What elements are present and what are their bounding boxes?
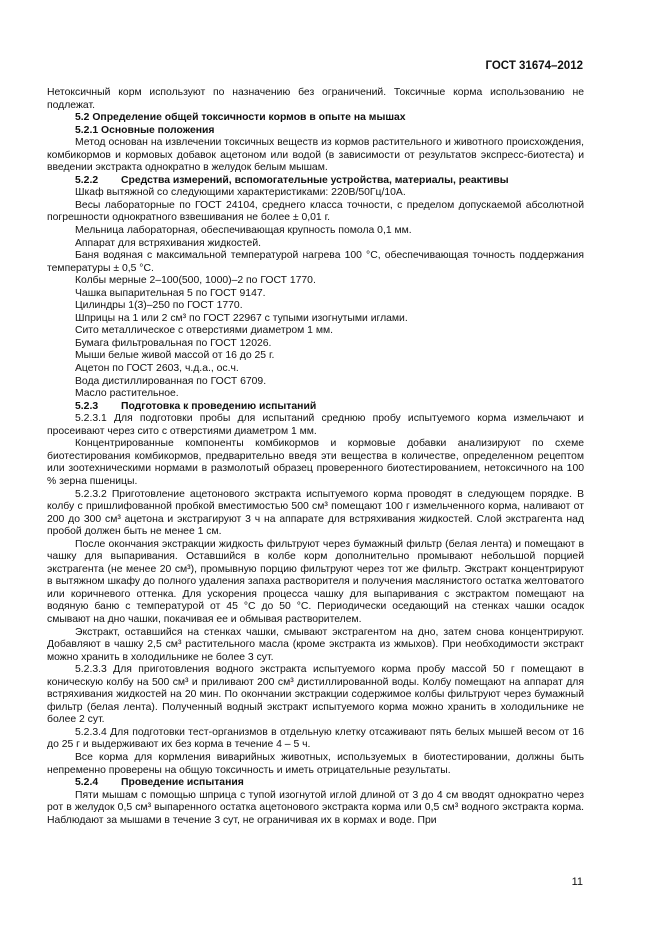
paragraph: Шкаф вытяжной со следующими характеристиками: 220В/50Гц/10А. <box>75 187 406 199</box>
paragraph: Сито металлическое с отверстиями диаметром 1 мм. <box>75 325 334 337</box>
paragraph: Весы лабораторные по ГОСТ 24104, среднего класса точности, с пределом допускаемой абсолютной погрешности однократного взвешивания не более ± 0,01 г. <box>47 199 584 224</box>
section-number: 5.2.2 <box>75 174 99 186</box>
paragraph: Мельница лабораторная, обеспечивающая крупность помола 0,1 мм. <box>75 225 412 237</box>
paragraph: Вода дистиллированная по ГОСТ 6709. <box>75 375 267 387</box>
section-number: 5.2.3 <box>75 400 99 412</box>
section-title: Проведение испытания <box>121 777 244 789</box>
paragraph: Ацетон по ГОСТ 2603, ч.д.а., ос.ч. <box>75 363 239 375</box>
paragraph: Чашка выпарительная 5 по ГОСТ 9147. <box>75 287 266 299</box>
section-title: Средства измерений, вспомогательные устройства, материалы, реактивы <box>121 174 509 186</box>
paragraph: Цилиндры 1(3)–250 по ГОСТ 1770. <box>75 300 243 312</box>
paragraph: 5.2.3.4 Для подготовки тест-организмов в отдельную клетку отсаживают пять белых мышей весом от 16 до 25 г и выдерживают их без корма в течение 4 – 5 ч. <box>47 726 584 751</box>
section-number: 5.2.4 <box>75 777 99 789</box>
paragraph: Метод основан на извлечении токсичных веществ из кормов растительного и животного происхождения, комбикормов и кормовых добавок ацетоном или водой (в зависимости от результатов экспресс-биотеста) и введении экстракта однократно в желудок белым мышам. <box>47 137 584 174</box>
paragraph: Нетоксичный корм используют по назначению без ограничений. Токсичные корма использованию не подлежат. <box>47 87 584 111</box>
paragraph: 5.2.3.3 Для приготовления водного экстракта испытуемого корма пробу массой 50 г помещают в коническую колбу на 500 см³ и приливают 200 см³ дистиллированной воды. Колбу помещают на аппарат для встряхивания жидкостей на 20 мин. По окончании экстракции содержимое колбы фильтруют через бумажный фильтр (белая лента). Полученный водный экстракт испытуемого корма можно хранить в холодильнике не более 2 сут. <box>47 664 584 726</box>
paragraph: Баня водяная с максимальной температурой нагрева 100 °С, обеспечивающая точность поддержания температуры ± 0,5 °С. <box>47 250 584 274</box>
numbered-heading <box>47 175 584 188</box>
document-header: ГОСТ 31674–2012 <box>485 60 583 72</box>
document-body <box>47 87 584 827</box>
paragraph: Шприцы на 1 или 2 см³ по ГОСТ 22967 с тупыми изогнутыми иглами. <box>75 312 408 324</box>
paragraph: Масло растительное. <box>75 388 179 400</box>
paragraph: Пяти мышам с помощью шприца с тупой изогнутой иглой длиной от 3 до 4 см вводят однократно через рот в желудок 0,5 см³ выпаренного остатка ацетонового экстракта корма или 0,5 см³ водного экстракта корма. Наблюдают за мышами в течение 3 сут, не ограничивая их в кормах и воде. При <box>47 789 584 826</box>
section-heading: 5.2.1 Основные положения <box>75 124 215 136</box>
paragraph: После окончания экстракции жидкость фильтруют через бумажный фильтр (белая лента) и помещают в чашку для выпаривания. Оставшийся в колбе корм дополнительно промывают небольшой порцией экстрагента (не менее 20 см³), промывную порцию фильтруют через тот же фильтр. Экстракт концентрируют в вытяжном шкафу до полного удаления запаха растворителя и получения маслянистого остатка желтоватого или коричневого оттенка. Для ускорения процесса чашку для выпаривания с экстрактом помещают на водяную баню с температурой от 45 °С до 50 °С. Периодически оседающий на стенках чашки осадок смывают на дно чашки, покачивая ее и обмывая растворителем. <box>47 538 584 625</box>
section-title: Подготовка к проведению испытаний <box>121 400 317 412</box>
paragraph: Бумага фильтровальная по ГОСТ 12026. <box>75 337 272 349</box>
paragraph: Концентрированные компоненты комбикормов и кормовые добавки анализируют по схеме биотестирования комбикормов, предварительно введя эти вещества в количестве, определенном рецептом или зоотехническими нормами в размолотый образец проверенного биотестированием, нетоксичного на 100 % зерна пшеницы. <box>47 438 584 487</box>
paragraph: Аппарат для встряхивания жидкостей. <box>75 237 262 249</box>
numbered-heading <box>47 401 584 414</box>
paragraph: Все корма для кормления виварийных животных, используемых в биотестировании, должны быть непременно проверены на общую токсичность и иметь отрицательные результаты. <box>47 751 584 776</box>
paragraph: Мыши белые живой массой от 16 до 25 г. <box>75 350 275 362</box>
paragraph: Экстракт, оставшийся на стенках чашки, смывают экстрагентом на дно, затем снова концентрируют. Добавляют в чашку 2,5 см³ растительного масла (кроме экстракта из жмыхов). При необходимости экстракт можно хранить в холодильнике не более 3 сут. <box>47 626 584 663</box>
paragraph: 5.2.3.2 Приготовление ацетонового экстракта испытуемого корма проводят в следующем порядке. В колбу с пришлифованной пробкой вместимостью 500 см³ помещают 100 г измельченного корма, наливают от 200 до 300 см³ ацетона и экстрагируют 3 ч на аппарате для встряхивания жидкостей. Слой экстрагента над пробой должен быть не менее 1 см. <box>47 488 584 538</box>
paragraph: Колбы мерные 2–100(500, 1000)–2 по ГОСТ 1770. <box>75 275 316 287</box>
page-number: 11 <box>571 876 583 888</box>
numbered-heading <box>47 777 584 790</box>
section-heading: 5.2 Определение общей токсичности кормов в опыте на мышах <box>75 112 406 124</box>
paragraph: 5.2.3.1 Для подготовки пробы для испытаний среднюю пробу испытуемого корма измельчают и просеивают через сито с отверстиями диаметром 1 мм. <box>47 413 584 437</box>
